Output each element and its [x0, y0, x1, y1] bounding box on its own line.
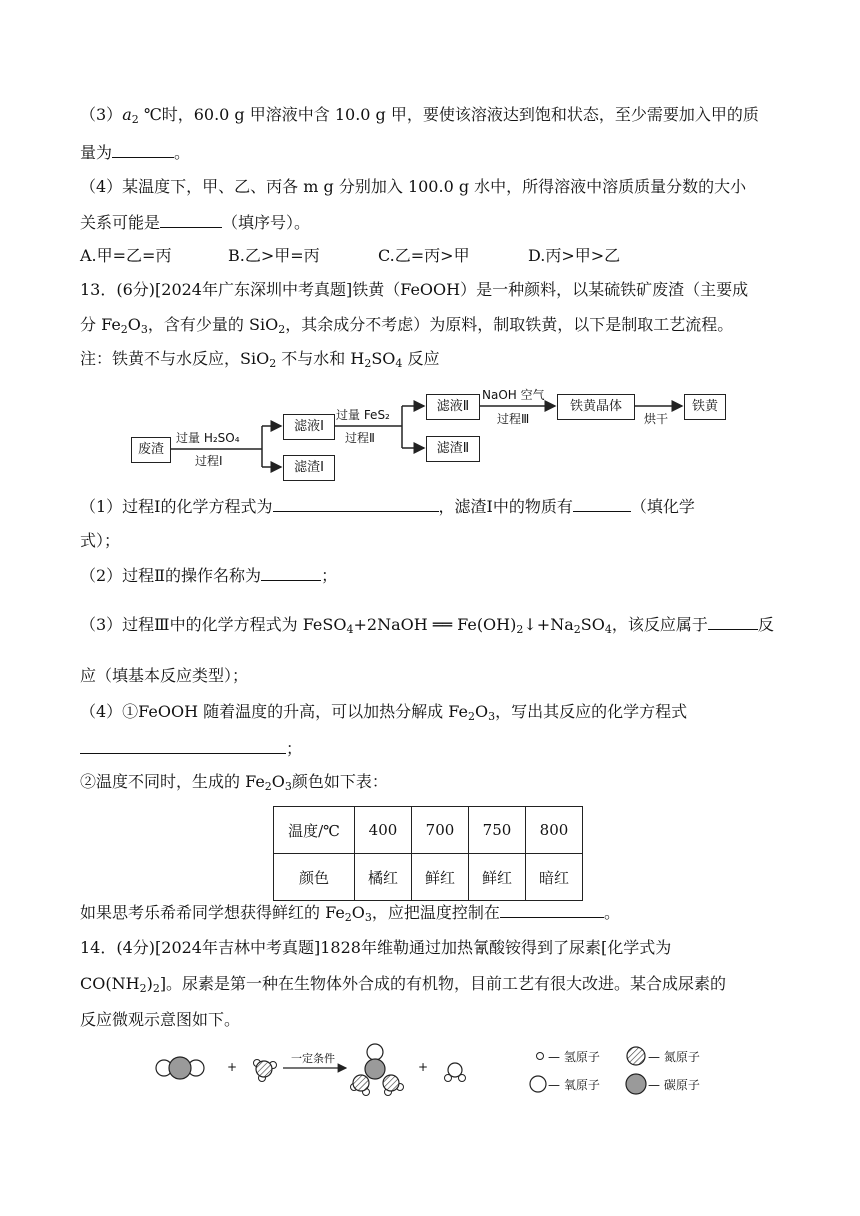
q12-part4-line1: （4）某温度下，甲、乙、丙各 m g 分别加入 100.0 g 水中，所得溶液中溶质质量分数的大小: [80, 177, 747, 196]
step2-label: 过程Ⅱ: [345, 431, 375, 445]
crystal-box: 铁黄晶体: [557, 394, 635, 420]
step1-reagent: 过量 H₂SO₄: [176, 431, 240, 445]
answer-blank[interactable]: [273, 495, 439, 512]
residue2-box: 滤渣Ⅱ: [426, 436, 480, 462]
table-row: [274, 854, 583, 901]
table-cell: 700: [412, 807, 469, 854]
table-cell: 鲜红: [412, 854, 469, 901]
residue1-box: 滤渣Ⅰ: [283, 455, 335, 481]
condition-label: 一定条件: [291, 1052, 335, 1065]
answer-blank[interactable]: [573, 495, 631, 512]
q13-part2: （2）过程Ⅱ的操作名称为 ；: [80, 566, 338, 585]
filtrate1-box: 滤液Ⅰ: [283, 414, 335, 440]
process-flow-diagram: [0, 0, 860, 500]
answer-blank[interactable]: [708, 613, 758, 630]
option-b: B.乙>甲=丙: [228, 246, 320, 265]
table-cell: 750: [469, 807, 526, 854]
flow-arrows: [0, 0, 860, 500]
q13-note: 注：铁黄不与水反应，SiO$_2$ 不与水和 $H_2SO_4$ 反应: [80, 349, 440, 370]
step2-reagent: 过量 FeS₂: [336, 408, 390, 422]
legend-hydrogen: — 氢原子: [548, 1050, 600, 1064]
step3-reagent: NaOH 空气: [482, 388, 545, 402]
table-cell: 400: [355, 807, 412, 854]
answer-blank[interactable]: [500, 901, 604, 918]
step3-label: 过程Ⅲ: [497, 412, 530, 426]
product-box: 铁黄: [684, 394, 726, 420]
plus-sign: +: [418, 1060, 429, 1074]
dry-label: 烘干: [644, 412, 669, 426]
q13-part4-line4: 如果思考乐希希同学想获得鲜红的 $Fe_2O_3$，应把温度控制在 。: [80, 903, 620, 924]
q13-part3-line1: （3）过程Ⅲ中的化学方程式为 FeSO$_4$+2NaOH ══ $Fe(OH)_2↓+Na_2SO_4$，该反应属于 反: [80, 615, 774, 636]
q13-part3-line2: 应（填基本反应类型）；: [80, 666, 249, 685]
q13-part4-line2: ；: [80, 737, 302, 760]
q14-line2: $CO(NH_2)_2$]。尿素是第一种在生物体外合成的有机物，目前工艺有很大改进。某合成尿素的: [80, 974, 727, 995]
plus-sign: +: [227, 1060, 238, 1074]
filtrate2-box: 滤液Ⅱ: [426, 394, 480, 420]
legend-nitrogen: — 氮原子: [648, 1050, 700, 1064]
option-a: A.甲=乙=丙: [80, 246, 172, 265]
q13-part1-line2: 式）；: [80, 531, 121, 550]
q12-part4-line2: 关系可能是 （填序号）。: [80, 213, 311, 232]
table-row: [274, 807, 583, 854]
q12-part3-line1: $(3)a_2$ ℃时，60.0 g 甲溶液中含 10.0 g 甲，要使该溶液达到饱和状态，至少需要加入甲的质: [80, 105, 759, 126]
q14-heading: 14．(4分)[2024年吉林中考真题]1828年维勒通过加热氰酸铵得到了尿素[化学式为: [80, 938, 672, 957]
q13-heading: 13．(6分)[2024年广东深圳中考真题]铁黄（FeOOH）是一种颜料，以某硫铁矿废渣（主要成: [80, 280, 749, 299]
step1-label: 过程Ⅰ: [195, 454, 223, 468]
table-cell: 温度/℃: [274, 807, 355, 854]
legend-carbon: — 碳原子: [648, 1078, 700, 1092]
waste-box: 废渣: [131, 437, 171, 463]
temperature-color-table: [273, 806, 583, 901]
answer-blank[interactable]: [261, 564, 321, 581]
q13-part4-line3: ②温度不同时，生成的 $Fe_2O_3$颜色如下表：: [80, 772, 388, 793]
table-cell: 暗红: [526, 854, 583, 901]
option-d: D.丙>甲>乙: [528, 246, 621, 265]
legend-oxygen: — 氧原子: [548, 1078, 600, 1092]
answer-blank[interactable]: [80, 737, 286, 754]
table-cell: 橘红: [355, 854, 412, 901]
table-cell: 800: [526, 807, 583, 854]
q13-line2: 分 $Fe_2O_3$，含有少量的 SiO$_2$，其余成分不考虑）为原料，制取铁黄，以下是制取工艺流程。: [80, 315, 734, 336]
table-cell: 鲜红: [469, 854, 526, 901]
option-c: C.乙=丙>甲: [378, 246, 470, 265]
q14-line3: 反应微观示意图如下。: [80, 1010, 241, 1029]
q12-part3-line2: 量为 。: [80, 143, 191, 162]
table-cell: 颜色: [274, 854, 355, 901]
q13-part4-line1: （4）①FeOOH 随着温度的升高，可以加热分解成 $Fe_2O_3$，写出其反应的化学方程式: [80, 702, 688, 723]
q13-part1-line1: （1）过程Ⅰ的化学方程式为 ，滤渣Ⅰ中的物质有 （填化学: [80, 497, 695, 516]
